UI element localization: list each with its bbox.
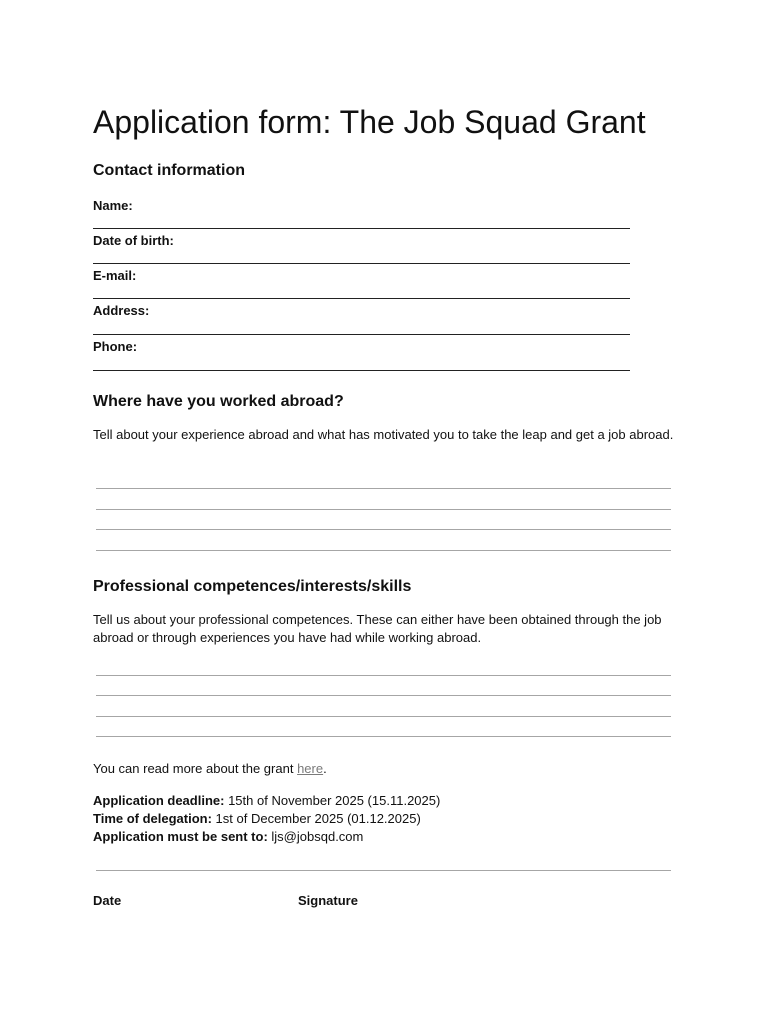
- deadline-label: Application deadline:: [93, 793, 225, 808]
- email-field[interactable]: [93, 298, 630, 299]
- phone-field[interactable]: [93, 370, 630, 371]
- delegation-value: 1st of December 2025 (01.12.2025): [211, 811, 421, 826]
- address-label: Address:: [93, 303, 150, 318]
- read-more-suffix: .: [323, 761, 327, 776]
- page-title: Application form: The Job Squad Grant: [93, 104, 646, 140]
- email-label: E-mail:: [93, 268, 137, 283]
- signature-line[interactable]: [96, 870, 671, 871]
- competences-answer-line[interactable]: [96, 675, 671, 676]
- deadline-line: [93, 792, 440, 809]
- abroad-answer-line[interactable]: [96, 488, 671, 489]
- phone-label: Phone:: [93, 339, 138, 354]
- competences-answer-line[interactable]: [96, 736, 671, 737]
- name-label: Name:: [93, 198, 133, 213]
- abroad-answer-line[interactable]: [96, 529, 671, 530]
- abroad-answer-line[interactable]: [96, 509, 671, 510]
- signature-label: Signature: [298, 893, 358, 908]
- date-of-birth-label: Date of birth:: [93, 233, 174, 248]
- delegation-label: Time of delegation:: [93, 811, 212, 826]
- delegation-line: [93, 810, 421, 827]
- abroad-answer-line[interactable]: [96, 550, 671, 551]
- competences-answer-line[interactable]: [96, 695, 671, 696]
- name-field[interactable]: [93, 228, 630, 229]
- date-of-birth-field[interactable]: [93, 263, 630, 264]
- read-more-prefix: You can read more about the grant: [93, 761, 298, 776]
- date-label: Date: [93, 893, 122, 908]
- address-field[interactable]: [93, 334, 630, 335]
- send-to-email: ljs@jobsqd.com: [267, 829, 364, 844]
- contact-heading: Contact information: [93, 162, 245, 179]
- abroad-description: Tell about your experience abroad and what has motivated you to take the leap and get a job abroad.: [93, 427, 674, 442]
- read-more-text: [93, 760, 327, 777]
- send-to-label: Application must be sent to:: [93, 829, 268, 844]
- competences-heading: Professional competences/interests/skills: [93, 578, 412, 595]
- competences-description: Tell us about your professional competences. These can either have been obtained through the job abroad or through experiences you have had while working abroad.: [93, 612, 662, 645]
- competences-answer-line[interactable]: [96, 716, 671, 717]
- deadline-value: 15th of November 2025 (15.11.2025): [224, 793, 441, 808]
- abroad-heading: Where have you worked abroad?: [93, 393, 344, 410]
- send-to-line: [93, 828, 363, 845]
- grant-info-link[interactable]: here: [297, 761, 324, 776]
